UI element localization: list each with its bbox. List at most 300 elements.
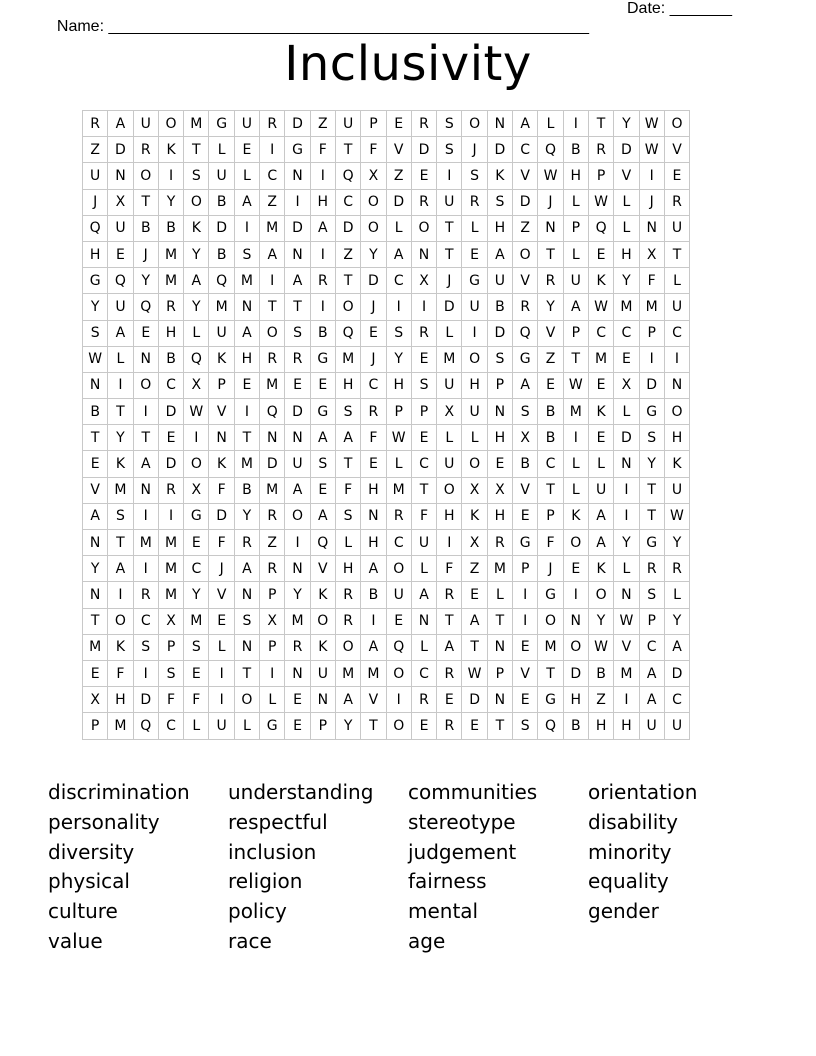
grid-cell: N (285, 660, 310, 686)
grid-cell: P (83, 713, 108, 739)
grid-cell: F (538, 530, 563, 556)
grid-cell: I (234, 399, 259, 425)
grid-row (83, 189, 690, 215)
grid-cell: G (209, 111, 234, 137)
grid-cell: Q (386, 634, 411, 660)
grid-cell: R (411, 320, 436, 346)
grid-cell: Y (184, 294, 209, 320)
grid-cell: C (133, 608, 158, 634)
grid-cell: E (310, 372, 335, 398)
grid-cell: E (361, 320, 386, 346)
grid-cell: Q (184, 346, 209, 372)
grid-cell: T (437, 608, 462, 634)
grid-cell: E (310, 477, 335, 503)
grid-cell: R (335, 608, 360, 634)
grid-cell: Y (133, 268, 158, 294)
grid-cell: E (285, 713, 310, 739)
grid-cell: Y (588, 608, 613, 634)
grid-cell: H (386, 372, 411, 398)
grid-cell: H (487, 503, 512, 529)
grid-cell: O (108, 608, 133, 634)
grid-cell: L (614, 189, 639, 215)
grid-cell: P (386, 399, 411, 425)
grid-cell: T (639, 477, 664, 503)
grid-cell: P (158, 634, 183, 660)
grid-cell: J (133, 241, 158, 267)
grid-cell: C (664, 320, 689, 346)
grid-row (83, 241, 690, 267)
grid-cell: R (158, 477, 183, 503)
grid-cell: W (538, 163, 563, 189)
grid-cell: D (614, 425, 639, 451)
grid-cell: N (487, 111, 512, 137)
grid-cell: R (361, 399, 386, 425)
grid-cell: C (538, 451, 563, 477)
grid-cell: O (310, 608, 335, 634)
grid-cell: O (158, 111, 183, 137)
grid-cell: T (664, 241, 689, 267)
grid-cell: I (260, 268, 285, 294)
grid-cell: X (83, 687, 108, 713)
grid-cell: S (108, 503, 133, 529)
grid-cell: D (664, 660, 689, 686)
grid-cell: C (588, 320, 613, 346)
grid-cell: Q (83, 215, 108, 241)
grid-cell: N (133, 346, 158, 372)
grid-cell: I (310, 163, 335, 189)
grid-cell: A (361, 556, 386, 582)
grid-cell: I (108, 582, 133, 608)
grid-cell: C (158, 713, 183, 739)
grid-cell: F (411, 503, 436, 529)
grid-cell: X (437, 399, 462, 425)
grid-cell: O (184, 451, 209, 477)
grid-cell: E (664, 163, 689, 189)
grid-cell: I (285, 530, 310, 556)
grid-cell: T (108, 530, 133, 556)
grid-cell: I (411, 294, 436, 320)
grid-cell: A (386, 241, 411, 267)
grid-cell: A (437, 634, 462, 660)
grid-cell: D (386, 189, 411, 215)
grid-cell: T (133, 425, 158, 451)
grid-cell: W (184, 399, 209, 425)
grid-cell: L (234, 163, 259, 189)
grid-cell: T (361, 713, 386, 739)
grid-cell: N (234, 294, 259, 320)
grid-cell: R (437, 660, 462, 686)
grid-cell: O (361, 215, 386, 241)
grid-cell: I (310, 241, 335, 267)
grid-cell: N (639, 215, 664, 241)
grid-cell: N (108, 163, 133, 189)
grid-cell: P (639, 320, 664, 346)
grid-cell: A (411, 582, 436, 608)
grid-cell: I (513, 608, 538, 634)
grid-row (83, 163, 690, 189)
grid-cell: M (260, 215, 285, 241)
grid-cell: H (563, 687, 588, 713)
grid-cell: N (538, 215, 563, 241)
grid-cell: Y (108, 425, 133, 451)
grid-cell: W (386, 425, 411, 451)
grid-cell: L (462, 425, 487, 451)
grid-cell: I (614, 477, 639, 503)
grid-cell: E (462, 582, 487, 608)
grid-cell: O (133, 163, 158, 189)
grid-cell: X (108, 189, 133, 215)
grid-cell: E (462, 713, 487, 739)
grid-cell: B (513, 451, 538, 477)
grid-cell: T (234, 660, 259, 686)
grid-cell: D (639, 372, 664, 398)
grid-cell: A (83, 503, 108, 529)
name-field-label: Name: ______________________________________________________ (56, 18, 589, 35)
grid-cell: I (513, 582, 538, 608)
grid-cell: P (487, 372, 512, 398)
grid-cell: H (487, 425, 512, 451)
grid-cell: X (411, 268, 436, 294)
grid-cell: L (614, 215, 639, 241)
grid-cell: R (83, 111, 108, 137)
grid-cell: V (310, 556, 335, 582)
grid-cell: I (361, 608, 386, 634)
grid-cell: X (158, 608, 183, 634)
grid-cell: N (664, 372, 689, 398)
grid-cell: I (614, 687, 639, 713)
grid-cell: T (462, 634, 487, 660)
grid-cell: U (664, 713, 689, 739)
grid-cell: N (614, 582, 639, 608)
word-list-item: mental (408, 899, 479, 924)
grid-cell: A (310, 503, 335, 529)
grid-cell: W (664, 503, 689, 529)
grid-cell: M (614, 294, 639, 320)
grid-cell: R (285, 634, 310, 660)
grid-cell: O (664, 111, 689, 137)
grid-cell: W (83, 346, 108, 372)
grid-cell: R (335, 582, 360, 608)
grid-cell: B (563, 137, 588, 163)
grid-cell: H (437, 503, 462, 529)
grid-cell: L (209, 634, 234, 660)
grid-cell: E (234, 372, 259, 398)
grid-cell: O (588, 582, 613, 608)
grid-cell: L (437, 320, 462, 346)
grid-cell: I (108, 372, 133, 398)
grid-cell: M (108, 477, 133, 503)
grid-cell: P (588, 163, 613, 189)
grid-cell: G (285, 137, 310, 163)
grid-cell: Q (108, 268, 133, 294)
grid-cell: Z (335, 241, 360, 267)
grid-cell: L (664, 268, 689, 294)
grid-cell: T (487, 608, 512, 634)
grid-cell: K (664, 451, 689, 477)
grid-cell: V (361, 687, 386, 713)
grid-cell: A (361, 634, 386, 660)
grid-cell: Z (538, 346, 563, 372)
grid-cell: C (158, 372, 183, 398)
grid-cell: O (411, 215, 436, 241)
grid-cell: G (513, 530, 538, 556)
grid-cell: R (411, 189, 436, 215)
grid-row (83, 425, 690, 451)
grid-cell: W (639, 137, 664, 163)
grid-cell: L (538, 111, 563, 137)
grid-cell: D (361, 268, 386, 294)
word-search-grid (82, 110, 690, 740)
grid-cell: R (664, 189, 689, 215)
grid-cell: L (563, 477, 588, 503)
grid-cell: L (462, 215, 487, 241)
grid-cell: P (563, 215, 588, 241)
grid-cell: Y (386, 346, 411, 372)
grid-cell: R (260, 556, 285, 582)
grid-cell: C (411, 451, 436, 477)
grid-cell: F (310, 137, 335, 163)
grid-cell: P (361, 111, 386, 137)
grid-cell: D (335, 215, 360, 241)
grid-cell: Y (83, 556, 108, 582)
grid-cell: G (639, 530, 664, 556)
grid-cell: U (437, 451, 462, 477)
grid-cell: P (209, 372, 234, 398)
grid-cell: V (664, 137, 689, 163)
grid-cell: A (285, 268, 310, 294)
grid-cell: G (260, 713, 285, 739)
grid-cell: M (83, 634, 108, 660)
word-list-item: communities (408, 780, 538, 804)
grid-cell: W (614, 608, 639, 634)
grid-row (83, 530, 690, 556)
grid-cell: X (614, 372, 639, 398)
grid-cell: U (563, 268, 588, 294)
grid-cell: I (209, 660, 234, 686)
grid-cell: J (639, 189, 664, 215)
grid-cell: H (234, 346, 259, 372)
grid-cell: L (386, 451, 411, 477)
grid-cell: A (108, 320, 133, 346)
grid-cell: V (513, 660, 538, 686)
grid-cell: D (158, 451, 183, 477)
grid-cell: E (487, 451, 512, 477)
grid-cell: N (209, 425, 234, 451)
grid-cell: M (158, 268, 183, 294)
grid-cell: T (133, 189, 158, 215)
grid-cell: E (386, 608, 411, 634)
grid-cell: C (639, 634, 664, 660)
grid-cell: N (487, 399, 512, 425)
word-list-item: value (48, 928, 103, 953)
grid-cell: R (513, 294, 538, 320)
word-list-item: diversity (48, 839, 135, 864)
grid-cell: Z (588, 687, 613, 713)
grid-cell: X (513, 425, 538, 451)
grid-cell: Y (335, 713, 360, 739)
grid-cell: U (487, 268, 512, 294)
grid-cell: J (83, 189, 108, 215)
grid-cell: A (639, 687, 664, 713)
grid-cell: X (184, 372, 209, 398)
grid-row (83, 660, 690, 686)
grid-cell: F (209, 530, 234, 556)
grid-cell: S (335, 399, 360, 425)
grid-cell: K (588, 399, 613, 425)
grid-row (83, 451, 690, 477)
grid-cell: A (108, 556, 133, 582)
word-list-item: gender (588, 899, 659, 924)
grid-cell: M (234, 268, 259, 294)
grid-cell: W (563, 372, 588, 398)
grid-cell: O (563, 634, 588, 660)
grid-cell: F (335, 477, 360, 503)
grid-cell: A (184, 268, 209, 294)
grid-cell: R (234, 530, 259, 556)
grid-cell: E (133, 320, 158, 346)
grid-cell: Q (588, 215, 613, 241)
grid-cell: N (83, 582, 108, 608)
grid-cell: L (184, 320, 209, 346)
grid-cell: S (310, 451, 335, 477)
grid-cell: E (588, 425, 613, 451)
grid-cell: O (335, 634, 360, 660)
grid-cell: I (260, 137, 285, 163)
grid-cell: Y (614, 111, 639, 137)
grid-cell: G (538, 687, 563, 713)
grid-cell: T (538, 477, 563, 503)
grid-cell: E (462, 241, 487, 267)
grid-cell: B (133, 215, 158, 241)
grid-cell: K (588, 556, 613, 582)
grid-cell: M (335, 660, 360, 686)
grid-cell: Z (513, 215, 538, 241)
grid-cell: O (664, 399, 689, 425)
grid-cell: R (664, 556, 689, 582)
grid-cell: K (588, 268, 613, 294)
grid-cell: E (386, 111, 411, 137)
grid-cell: T (563, 346, 588, 372)
grid-cell: N (285, 241, 310, 267)
grid-cell: P (513, 556, 538, 582)
grid-cell: S (133, 634, 158, 660)
grid-cell: M (108, 713, 133, 739)
grid-cell: K (209, 346, 234, 372)
grid-row (83, 608, 690, 634)
grid-cell: G (310, 346, 335, 372)
grid-cell: Q (538, 713, 563, 739)
grid-cell: A (588, 530, 613, 556)
grid-cell: V (209, 399, 234, 425)
grid-cell: I (386, 687, 411, 713)
grid-cell: N (310, 687, 335, 713)
grid-cell: S (234, 608, 259, 634)
grid-cell: F (437, 556, 462, 582)
grid-cell: R (639, 556, 664, 582)
grid-cell: U (209, 320, 234, 346)
grid-cell: Y (664, 608, 689, 634)
grid-cell: E (563, 556, 588, 582)
grid-cell: C (386, 530, 411, 556)
grid-cell: E (538, 372, 563, 398)
grid-cell: E (411, 163, 436, 189)
grid-cell: R (538, 268, 563, 294)
grid-cell: T (437, 241, 462, 267)
grid-cell: N (133, 477, 158, 503)
grid-cell: J (209, 556, 234, 582)
grid-cell: B (209, 241, 234, 267)
grid-cell: M (260, 372, 285, 398)
grid-cell: O (538, 608, 563, 634)
grid-cell: S (184, 163, 209, 189)
grid-cell: E (411, 346, 436, 372)
grid-cell: Z (83, 137, 108, 163)
grid-cell: L (335, 530, 360, 556)
grid-cell: R (260, 111, 285, 137)
grid-cell: Z (310, 111, 335, 137)
grid-cell: C (361, 372, 386, 398)
grid-cell: R (462, 189, 487, 215)
grid-cell: B (487, 294, 512, 320)
grid-cell: P (411, 399, 436, 425)
grid-cell: C (411, 660, 436, 686)
grid-cell: A (487, 241, 512, 267)
grid-cell: O (285, 503, 310, 529)
grid-cell: M (563, 399, 588, 425)
grid-cell: I (563, 111, 588, 137)
grid-cell: B (588, 660, 613, 686)
grid-cell: H (462, 372, 487, 398)
grid-cell: D (260, 451, 285, 477)
grid-cell: D (108, 137, 133, 163)
grid-cell: K (310, 582, 335, 608)
grid-cell: T (588, 111, 613, 137)
grid-cell: M (260, 477, 285, 503)
grid-cell: R (158, 294, 183, 320)
grid-cell: D (614, 137, 639, 163)
grid-cell: P (538, 503, 563, 529)
grid-cell: I (285, 189, 310, 215)
grid-cell: B (310, 320, 335, 346)
grid-cell: R (588, 137, 613, 163)
word-list-item: minority (588, 839, 672, 864)
grid-cell: S (411, 372, 436, 398)
grid-cell: S (335, 503, 360, 529)
grid-cell: O (386, 660, 411, 686)
grid-cell: J (361, 346, 386, 372)
grid-cell: T (538, 241, 563, 267)
grid-cell: R (386, 503, 411, 529)
grid-cell: A (462, 608, 487, 634)
grid-cell: Y (234, 503, 259, 529)
grid-cell: H (614, 241, 639, 267)
word-list-item: stereotype (408, 809, 516, 834)
grid-cell: F (361, 425, 386, 451)
grid-cell: I (209, 687, 234, 713)
grid-cell: T (639, 503, 664, 529)
grid-cell: E (83, 660, 108, 686)
grid-cell: R (260, 346, 285, 372)
grid-cell: N (285, 163, 310, 189)
grid-cell: M (335, 346, 360, 372)
grid-row (83, 215, 690, 241)
grid-cell: T (260, 294, 285, 320)
grid-cell: L (487, 582, 512, 608)
grid-cell: U (639, 713, 664, 739)
grid-cell: M (386, 477, 411, 503)
grid-cell: H (361, 477, 386, 503)
grid-cell: K (563, 503, 588, 529)
